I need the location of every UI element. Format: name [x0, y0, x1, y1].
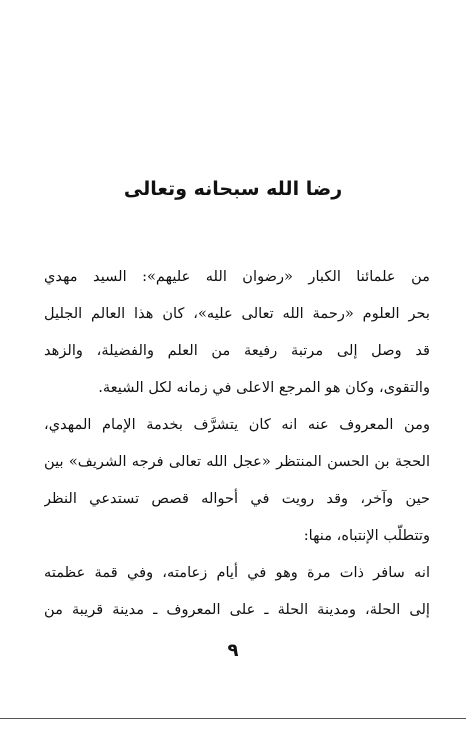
text-line: ومن المعروف عنه انه كان يتشرَّف بخدمة الإمام المهدي، — [44, 416, 430, 433]
text-line: بحر العلوم «رحمة الله تعالى عليه»، كان هذا العالم الجليل — [44, 305, 430, 322]
page-number: ٩ — [227, 640, 239, 661]
text-line: الحجة بن الحسن المنتظر «عجل الله تعالى فرجه الشريف» بين — [44, 453, 430, 470]
text-line: قد وصل إلى مرتبة رفيعة من العلم والفضيلة، والزهد — [44, 342, 430, 359]
text-line: وتتطلّب الإنتباه، منها: — [303, 527, 430, 544]
text-line: انه سافر ذات مرة وهو في أيام زعامته، وفي قمة عظمته — [44, 564, 430, 581]
text-line: حين وآخر، وقد رويت في أحواله قصص تستدعي النظر — [44, 490, 430, 507]
bottom-rule — [0, 718, 466, 719]
text-line: إلى الحلة، ومدينة الحلة ـ على المعروف ـ مدينة قريبة من — [44, 601, 430, 618]
text-line: من علمائنا الكبار «رضوان الله عليهم»: السيد مهدي — [44, 268, 430, 285]
section-title: رضا الله سبحانه وتعالى — [123, 178, 343, 200]
body-text — [44, 258, 430, 628]
text-line: والتقوى، وكان هو المرجع الاعلى في زمانه لكل الشيعة. — [98, 379, 430, 396]
